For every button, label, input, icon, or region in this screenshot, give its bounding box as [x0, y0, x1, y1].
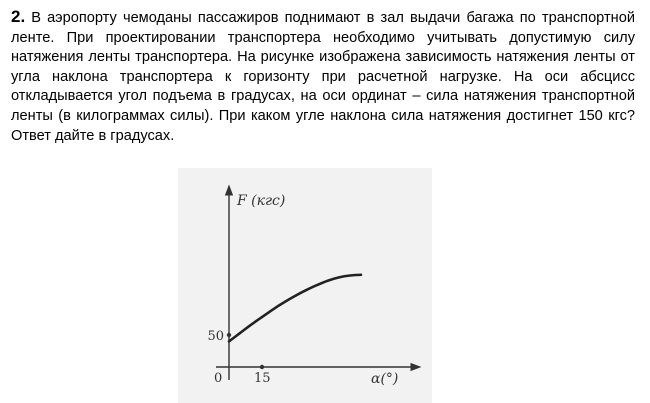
series-line-tension — [229, 275, 361, 342]
y-tick-label: 50 — [207, 329, 224, 344]
problem-statement — [11, 7, 635, 146]
x-tick-mark — [260, 365, 264, 369]
x-ticks — [254, 365, 271, 386]
problem-text: В аэропорту чемоданы пассажиров поднимают в зал выдачи багажа по транспортной ленте. При проектировании транспортера необходимо учитывать допустимую силу натяжения ленты транспортера. На рисунке изображена зависимость натяжения ленты от угла наклона транспортера к горизонту при расчетной нагрузке. На оси абсцисс откладывается угол подъема в градусах, на оси ординат – сила натяжения транспортной ленты (в килограммах силы). При каком угле наклона сила натяжения достигнет 150 кгс? Ответ дайте в градусах. — [11, 10, 635, 144]
y-tick-mark — [227, 333, 231, 337]
origin-label: 0 — [214, 371, 223, 386]
y-axis-label: F (кгс) — [237, 193, 286, 209]
x-tick-label: 15 — [254, 371, 271, 386]
problem-number: 2. — [11, 7, 26, 26]
x-axis-label: α(°) — [371, 371, 399, 387]
tension-chart — [178, 168, 432, 403]
y-ticks — [207, 329, 231, 344]
chart-svg — [178, 168, 432, 403]
